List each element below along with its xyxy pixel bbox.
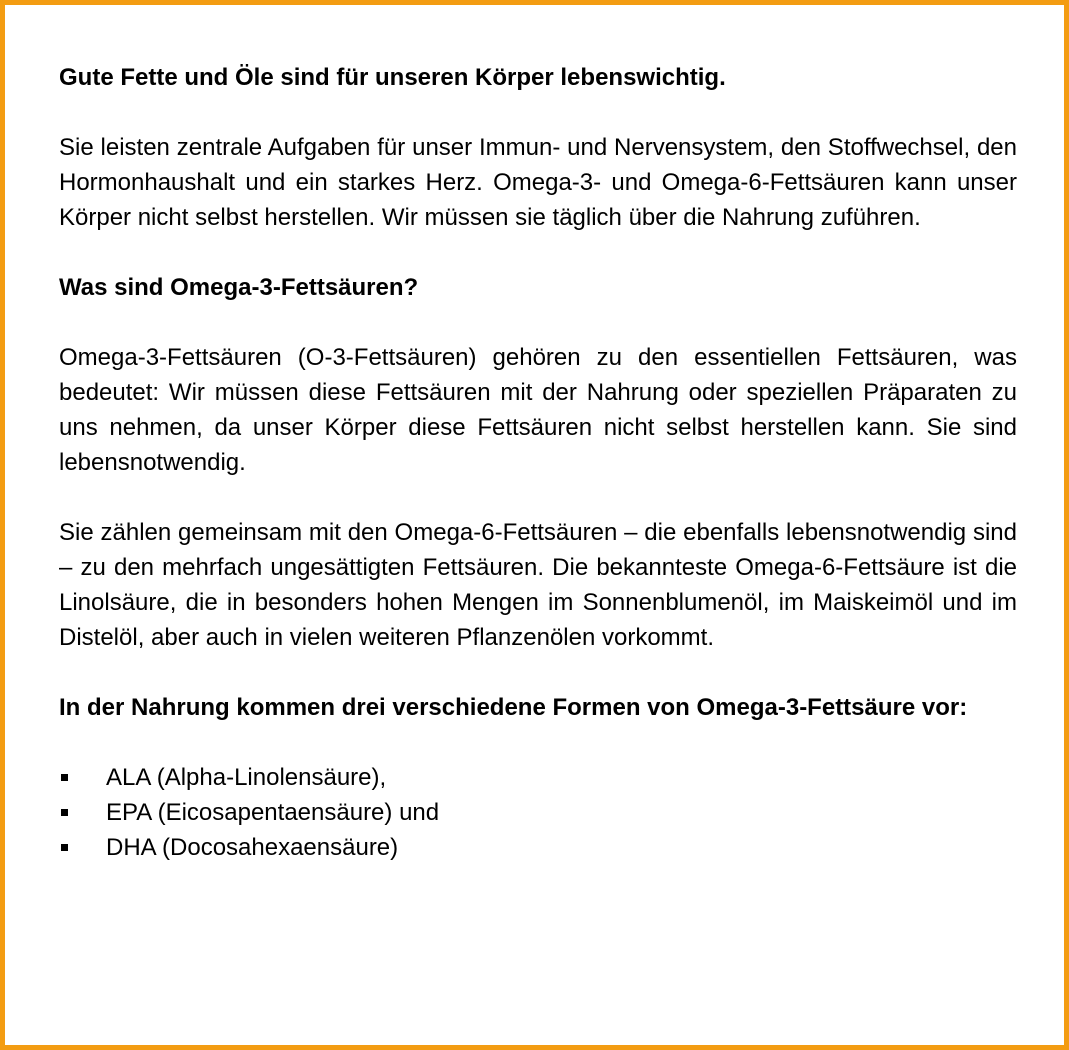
paragraph-omega6-info: Sie zählen gemeinsam mit den Omega-6-Fettsäuren – die ebenfalls lebensnotwendig sind – zu den mehrfach ungesättigten Fettsäuren. Die bekannteste Omega-6-Fettsäure ist die Linolsäure, die in besonders hohen Mengen im Sonnenblumenöl, im Maiskeimöl und im Distelöl, aber auch in vielen weiteren Pflanzenölen vorkommt. [59,519,1017,651]
document-content [59,60,1017,865]
paragraph-omega3-definition: Omega-3-Fettsäuren (O-3-Fettsäuren) gehören zu den essentiellen Fettsäuren, was bedeutet: Wir müssen diese Fettsäuren mit der Nahrung oder speziellen Präparaten zu uns nehmen, da unser Körper diese Fettsäuren nicht selbst herstellen kann. Sie sind lebensnotwendig. [59,344,1017,476]
heading-omega3-forms: In der Nahrung kommen drei verschiedene Formen von Omega-3-Fettsäure vor: [59,694,968,721]
square-bullet-icon [61,809,68,816]
list-item [59,795,1017,830]
list-item-text: DHA (Docosahexaensäure) [106,834,399,861]
heading-fats-essential: Gute Fette und Öle sind für unseren Körper lebenswichtig. [59,64,726,91]
list-item [59,830,1017,865]
heading-what-are-omega3: Was sind Omega-3-Fettsäuren? [59,274,419,301]
list-item-text: ALA (Alpha-Linolensäure), [106,764,387,791]
square-bullet-icon [61,844,68,851]
omega3-forms-list [59,760,1017,865]
list-item-text: EPA (Eicosapentaensäure) und [106,799,440,826]
list-item [59,760,1017,795]
paragraph-fat-functions: Sie leisten zentrale Aufgaben für unser Immun- und Nervensystem, den Stoffwechsel, den Hormonhaushalt und ein starkes Herz. Omega-3- und Omega-6-Fettsäuren kann unser Körper nicht selbst herstellen. Wir müssen sie täglich über die Nahrung zuführen. [59,134,1017,231]
square-bullet-icon [61,774,68,781]
